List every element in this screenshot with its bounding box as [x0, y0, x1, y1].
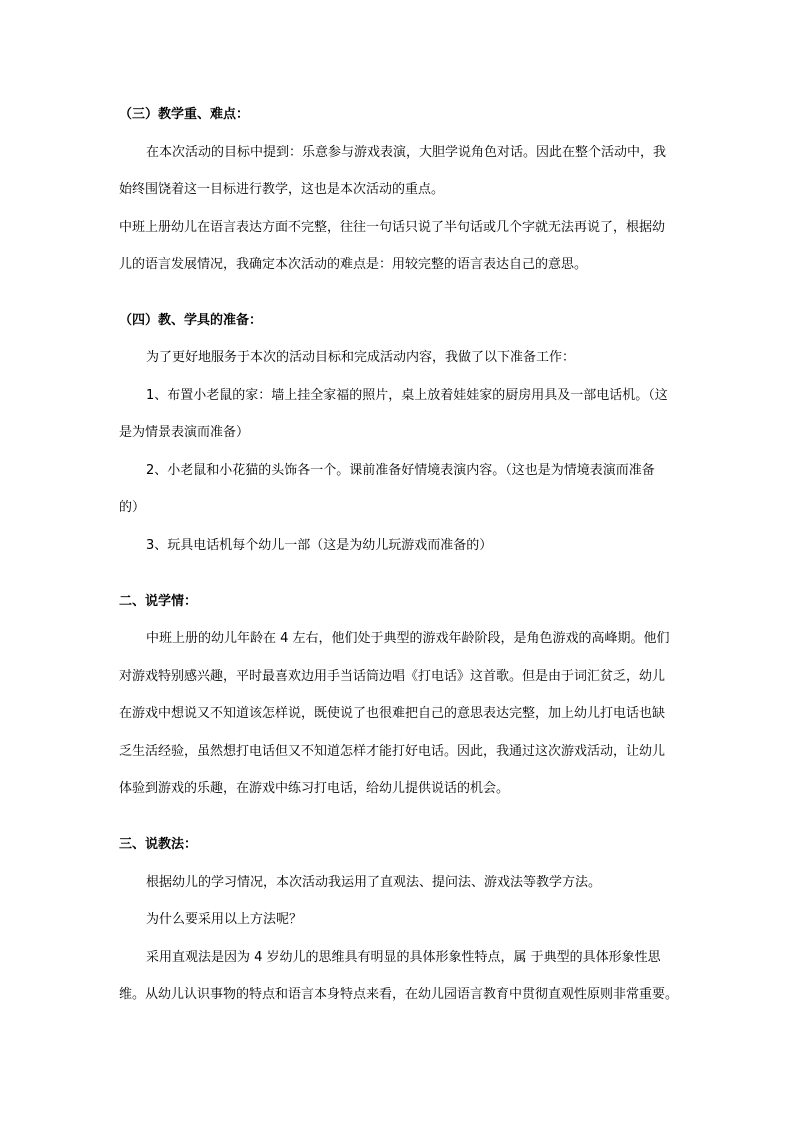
paragraph-line: 中班上册的幼儿年龄在 4 左右，他们处于典型的游戏年龄阶段，是角色游戏的高峰期。他们 [146, 631, 670, 646]
paragraph-line: 乏生活经验，虽然想打电话但又不知道怎样才能打好电话。因此，我通过这次游戏活动，让幼儿 [119, 744, 666, 759]
paragraph-line: 对游戏特别感兴趣，平时最喜欢边用手当话筒边唱《打电话》这首歌。但是由于词汇贫乏，幼儿 [119, 669, 666, 684]
section-heading-methods: 三、说教法： [119, 837, 198, 852]
section-heading-materials: （四）教、学具的准备： [119, 313, 263, 328]
list-item-line: 是为情景表演而准备） [119, 425, 250, 440]
paragraph-line: 始终围饶着这一目标进行教学，这也是本次活动的重点。 [119, 182, 445, 197]
paragraph-line: 在游戏中想说又不知道该怎样说，既使说了也很难把自己的意思表达完整，加上幼儿打电话也缺 [119, 706, 666, 721]
paragraph-line: 儿的语言发展情况，我确定本次活动的难点是：用较完整的语言表达自己的意思。 [119, 257, 588, 272]
paragraph-line: 采用直观法是因为 4 岁幼儿的思维具有明显的具体形象性特点，属 于典型的具体形象性思 [146, 950, 661, 965]
paragraph-line: 中班上册幼儿在语言表达方面不完整，往往一句话只说了半句话或几个字就无法再说了，根据幼 [119, 220, 666, 235]
paragraph-line: 在本次活动的目标中提到：乐意参与游戏表演，大胆学说角色对话。因此在整个活动中，我 [146, 145, 667, 160]
paragraph-line: 根据幼儿的学习情况，本次活动我运用了直观法、提问法、游戏法等教学方法。 [146, 875, 602, 890]
list-item-line: 的） [119, 500, 146, 515]
paragraph-line: 为了更好地服务于本次的活动目标和完成活动内容，我做了以下准备工作： [146, 350, 576, 365]
section-heading-learners: 二、说学情： [119, 594, 198, 609]
list-item-line: 3、玩具电话机每个幼儿一部（这是为幼儿玩游戏而准备的） [146, 538, 493, 553]
paragraph-line: 维。从幼儿认识事物的特点和语言本身特点来看，在幼儿园语言教育中贯彻直观性原则非常重要。 [119, 987, 679, 1002]
list-item-line: 1、布置小老鼠的家：墙上挂全家福的照片，桌上放着娃娃家的厨房用具及一部电话机。（这 [146, 388, 668, 403]
list-item-line: 2、小老鼠和小花猫的头饰各一个。课前准备好情境表演内容。（这也是为情境表演而准备 [146, 463, 655, 478]
paragraph-line: 为什么要采用以上方法呢？ [146, 912, 303, 927]
section-heading-key-points: （三）教学重、难点： [119, 107, 250, 122]
paragraph-line: 体验到游戏的乐趣，在游戏中练习打电话，给幼儿提供说话的机会。 [119, 781, 510, 796]
